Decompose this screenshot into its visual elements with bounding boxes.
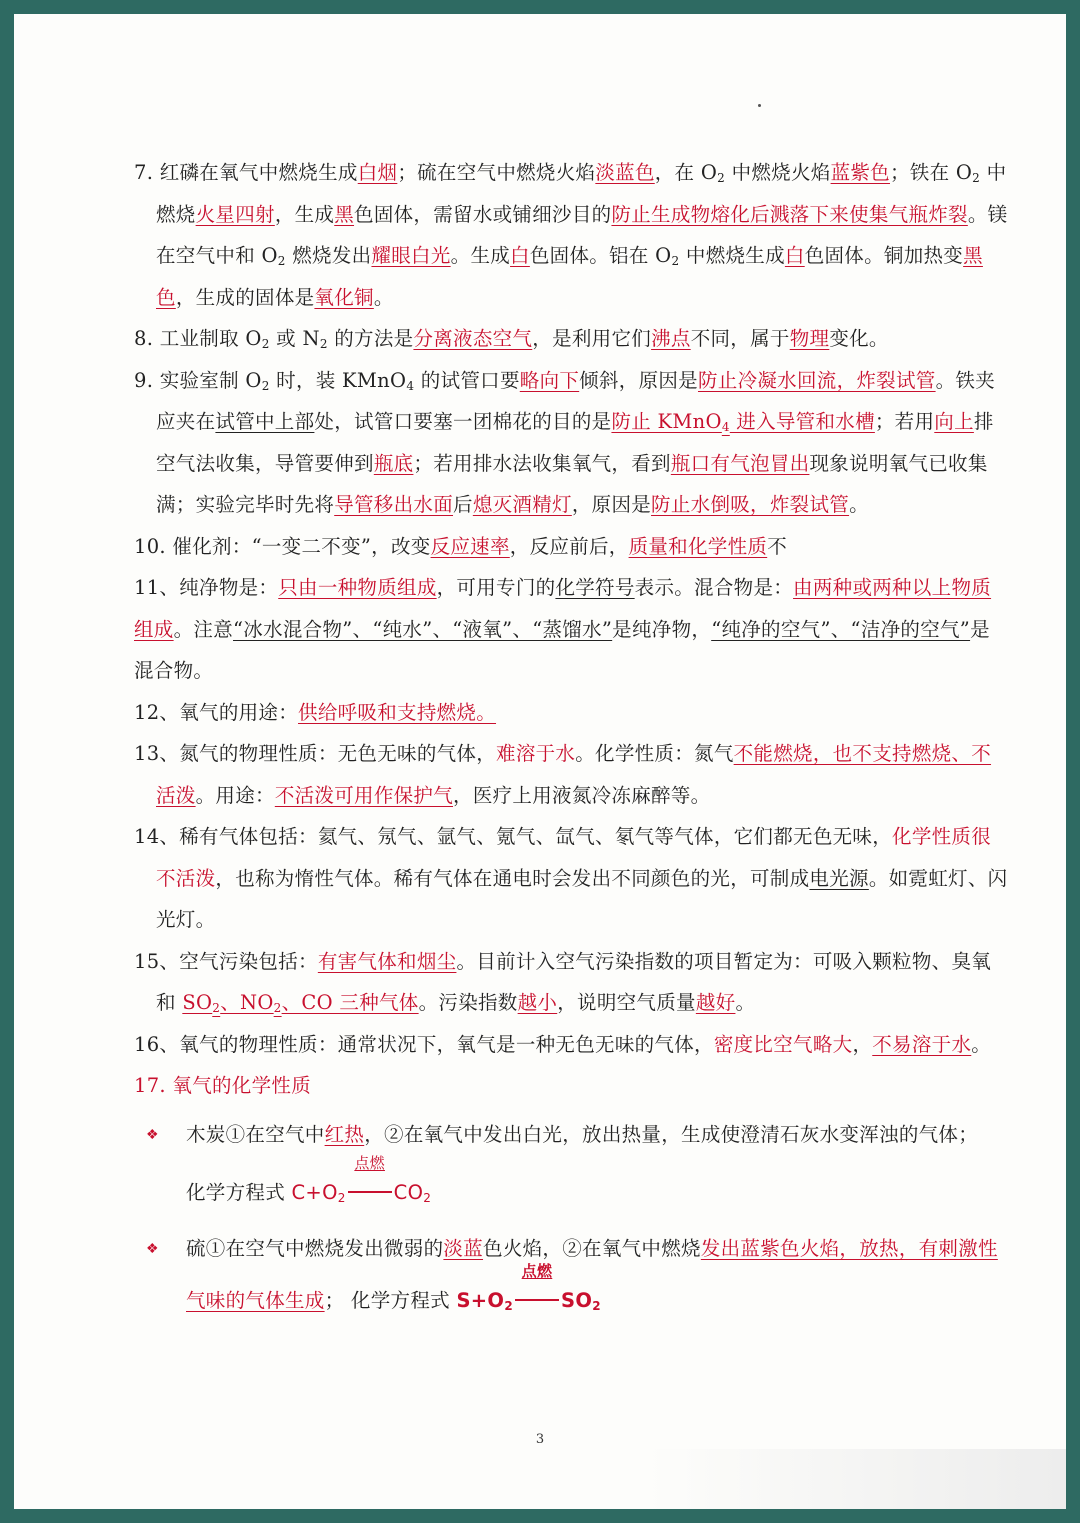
- answer-blank: 瓶口有气泡冒出: [670, 451, 810, 475]
- answer-blank: 防止生成物熔化后溅落下来使集气瓶炸裂: [611, 202, 968, 226]
- body-text: ，在 O: [654, 161, 718, 184]
- body-text: ；若用排水法收集氧气，看到: [413, 451, 671, 475]
- subscript: 2: [972, 171, 981, 185]
- answer-blank: 瓶底: [373, 451, 414, 475]
- equation-label: 化学方程式: [186, 1181, 286, 1204]
- reaction-condition: 点燃: [515, 1275, 559, 1327]
- watermark-fade: [646, 1449, 1066, 1509]
- answer-blank: 红热: [324, 1123, 365, 1146]
- item-14: [134, 816, 1009, 941]
- answer-blank: 质量和化学性质: [628, 534, 768, 558]
- answer-blank: 不能燃烧，也不支持燃烧、不活泼: [156, 742, 992, 807]
- body-text: 硫①在空气中燃烧发出微弱的: [186, 1237, 444, 1260]
- answer-blank: 沸点: [651, 327, 691, 350]
- body-text: 时，装 KMnO: [269, 368, 407, 392]
- red-text: 难溶于水: [496, 742, 576, 765]
- body-text: 。: [735, 991, 756, 1014]
- answer-blank: 耀眼白光: [371, 244, 451, 267]
- body-text: 。镁在空气中和 O: [156, 202, 1008, 267]
- answer-blank: 白: [784, 244, 805, 267]
- underlined-text: “纯净的空气”、“洁净的空气”: [711, 617, 971, 641]
- answer-blank: 白烟: [357, 161, 398, 184]
- body-text: 的试管口要: [414, 368, 520, 392]
- body-text: 15、空气污染包括：: [134, 949, 318, 973]
- answer-blank: 白: [510, 244, 530, 267]
- underlined-text: 化学符号: [555, 576, 635, 599]
- answer-blank: 熄灭酒精灯: [472, 493, 572, 516]
- answer-blank: 向上: [934, 410, 974, 433]
- body-text: 表示。混合物是：: [634, 576, 794, 599]
- body-text: 。如霓虹灯、闪光灯。: [156, 866, 1008, 931]
- answer-blank: 越小: [517, 991, 558, 1014]
- body-text: ，②在氧气中发出白光，放出热量，生成使澄清石灰水变浑浊的气体；: [364, 1123, 979, 1146]
- notes-content: [134, 152, 1009, 1327]
- underlined-text: “冰水混合物”、“纯水”、“液氧”、“蒸馏水”: [233, 617, 613, 641]
- subscript: 2: [671, 254, 680, 268]
- item-9: [134, 360, 1009, 526]
- item-8: [134, 318, 1009, 360]
- numbered-items: [134, 152, 1009, 1065]
- answer-blank: 只由一种物质组成: [278, 576, 437, 599]
- body-text: ；硫在空气中燃烧火焰: [397, 161, 596, 184]
- body-text: ，可用专门的: [436, 576, 556, 599]
- body-text: ，医疗上用液氮冷冻麻醉等。: [453, 783, 711, 807]
- answer-blank: 黑: [334, 202, 355, 226]
- subscript: 2: [717, 171, 726, 185]
- item-7: [134, 152, 1009, 318]
- body-text: 。目前计入空气污染指数的项目暂定为：可吸入颗粒物、臭氧和: [156, 949, 992, 1014]
- body-text: 中燃烧生成: [679, 244, 785, 267]
- subscript: 4: [721, 420, 730, 434]
- carbon-equation: [186, 1154, 1009, 1219]
- body-text: 14、稀有气体包括：氦气、氖气、氩气、氪气、氙气、氡气等气体，它们都无色无味，: [134, 825, 893, 848]
- equation-rhs: $SO_2$: [560, 1289, 601, 1313]
- answer-blank: 、CO 三种气体: [281, 991, 419, 1014]
- equation-lhs: $C+O_2$: [291, 1181, 346, 1205]
- body-text: 或 N: [269, 327, 320, 350]
- answer-blank: 淡蓝: [443, 1237, 484, 1260]
- item-13: [134, 733, 1009, 816]
- answer-blank: 不易溶于水: [872, 1032, 972, 1056]
- body-text: 。: [849, 493, 869, 516]
- item-12: [134, 692, 1009, 734]
- answer-blank: 越好: [695, 991, 736, 1014]
- body-text: 处，试管口要塞一团棉花的目的是: [314, 410, 612, 433]
- answer-blank: 反应速率: [430, 534, 510, 558]
- body-text: 是纯净物，: [612, 617, 712, 641]
- reaction-condition: 点燃: [348, 1167, 392, 1219]
- body-text: 。生成: [450, 244, 511, 267]
- body-text: 。: [373, 285, 394, 309]
- body-text: 。化学性质：氮气: [575, 742, 734, 765]
- body-text: 。注意: [173, 617, 234, 641]
- subscript: 2: [261, 337, 270, 351]
- answer-blank: 导管移出水面: [334, 493, 454, 516]
- subscript: 2: [319, 337, 328, 351]
- answer-blank: 、NO: [220, 991, 274, 1014]
- item-15: [134, 941, 1009, 1024]
- answer-blank: 分离液态空气: [413, 327, 533, 350]
- answer-blank: 火星四射: [195, 202, 275, 226]
- body-text: ，是利用它们: [532, 327, 652, 350]
- body-text: ，原因是: [571, 493, 652, 516]
- body-text: 燃烧发出: [285, 244, 372, 267]
- subscript: 4: [406, 378, 415, 393]
- item-11: [134, 567, 1009, 692]
- carbon-text: [186, 1109, 1009, 1161]
- underlined-text: 试管中上部: [215, 410, 315, 433]
- diamond-bullet-icon: ❖: [146, 1127, 159, 1143]
- body-text: ，生成: [274, 202, 335, 226]
- answer-blank: 黑色: [156, 244, 983, 309]
- body-text: ，反应前后，: [509, 534, 629, 558]
- body-text: 的方法是: [327, 327, 414, 350]
- body-text: 变化。: [829, 327, 889, 350]
- diamond-bullet-icon: ❖: [146, 1241, 159, 1257]
- equation-label: 化学方程式: [350, 1289, 450, 1312]
- body-text: 倾斜，原因是: [579, 368, 698, 392]
- body-text: ，生成的固体是: [175, 285, 315, 309]
- body-text: 色固体。铝在 O: [529, 244, 672, 267]
- answer-blank: 不活泼可用作保护气: [274, 783, 454, 807]
- subscript: 2: [277, 254, 286, 268]
- answer-blank: 氧化铜: [314, 285, 374, 309]
- body-text: 是混合物。: [134, 617, 990, 682]
- item-10: [134, 526, 1009, 568]
- sulfur-item: [134, 1223, 1009, 1327]
- equation-lhs: $S+O_2$: [456, 1289, 513, 1313]
- body-text: 。用途：: [195, 783, 275, 807]
- equation-rhs: $CO_2$: [393, 1181, 432, 1205]
- body-text: 8. 工业制取 O: [134, 327, 262, 350]
- answer-blank: 由两种或两种以上物质组成: [134, 576, 992, 641]
- body-text: 。: [971, 1032, 992, 1056]
- answer-blank: 发出蓝紫色火焰，放热，有刺激性气味的气体生成: [186, 1237, 998, 1312]
- body-text: 16、氧气的物理性质：通常状况下，氧气是一种无色无味的气体，: [134, 1032, 714, 1056]
- section-17-heading: 17. 氧气的化学性质: [134, 1074, 312, 1097]
- body-text: 排空气法收集，导管要伸到: [156, 410, 994, 475]
- body-text: ，: [852, 1032, 873, 1056]
- body-text: 中燃烧火焰: [725, 161, 831, 184]
- stray-dot: [758, 104, 761, 107]
- body-text: 色固体，需留水或铺细沙目的: [354, 202, 612, 226]
- body-text: 现象说明氧气已收集满；实验完毕时先将: [156, 451, 988, 516]
- subscript: 2: [273, 1001, 282, 1015]
- answer-blank: 防止 KMnO: [611, 410, 722, 433]
- answer-blank: 进入导管和水槽: [729, 410, 875, 433]
- body-text: 后: [453, 493, 473, 516]
- answer-blank: 有害气体和烟尘: [317, 949, 457, 973]
- underlined-text: 电光源: [809, 866, 869, 890]
- body-text: 11、纯净物是：: [134, 576, 279, 599]
- body-text: 。污染指数: [418, 991, 518, 1014]
- body-text: 9. 实验室制 O: [134, 368, 262, 392]
- body-text: 色固体。铜加热变: [804, 244, 964, 267]
- answer-blank: 物理: [789, 327, 830, 350]
- answer-blank: 淡蓝色: [595, 161, 655, 184]
- body-text: 木炭①在空气中: [186, 1123, 325, 1146]
- body-text: 7. 红磷在氧气中燃烧生成: [134, 161, 358, 184]
- answer-blank: 略向下: [519, 368, 580, 392]
- body-text: 10. 催化剂：“一变二不变”，改变: [134, 534, 431, 558]
- body-text: ；铁在 O: [889, 161, 973, 184]
- body-text: 。铁夹应夹在: [156, 368, 995, 433]
- document-page: [14, 14, 1066, 1509]
- answer-blank: 防止冷凝水回流，炸裂试管: [697, 368, 936, 392]
- subscript: 2: [212, 1001, 221, 1015]
- answer-blank: 供给呼吸和支持燃烧。: [298, 700, 497, 724]
- answer-blank: 防止水倒吸，炸裂试管: [651, 493, 850, 516]
- body-text: 12、氧气的用途：: [134, 700, 299, 724]
- body-text: 13、氮气的物理性质：无色无味的气体，: [134, 742, 497, 765]
- item-16: [134, 1024, 1009, 1066]
- body-text: ，也称为惰性气体。稀有气体在通电时会发出不同颜色的光，可制成: [215, 866, 810, 890]
- red-text: 密度比空气略大: [713, 1032, 853, 1056]
- body-text: ；: [324, 1289, 345, 1312]
- body-text: 不同，属于: [690, 327, 790, 350]
- answer-blank: SO: [182, 991, 213, 1014]
- page-number: 3: [535, 1432, 545, 1447]
- body-text: ，说明空气质量: [557, 991, 696, 1014]
- answer-blank: 蓝紫色: [830, 161, 890, 184]
- subscript: 2: [261, 378, 270, 393]
- body-text: ；若用: [874, 410, 935, 433]
- body-text: 色火焰，②在氧气中燃烧: [483, 1237, 701, 1260]
- carbon-item: [134, 1109, 1009, 1219]
- red-text: 化学性质很不活泼: [156, 825, 992, 890]
- body-text: 中燃烧: [156, 161, 1007, 226]
- body-text: 不: [767, 534, 787, 558]
